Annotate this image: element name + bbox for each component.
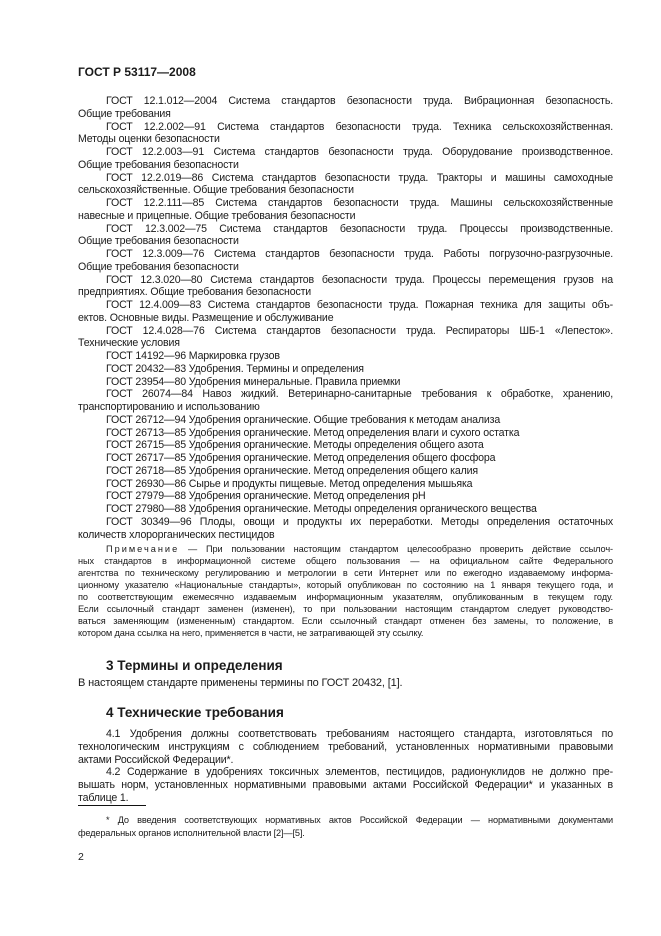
note-line: по соответствующим ежемесячно издаваемым информационным указателям, опубликованным в текущем году. [78, 592, 613, 602]
footnote-line: федеральных органов исполнительной власти [2]—[5]. [78, 828, 305, 838]
footnote-line: * До введения соответствующих нормативных актов Российской Федерации — нормативными документами [106, 815, 613, 825]
reference-line: предприятиях. Общие требования безопасности [78, 286, 312, 299]
section-3-text: В настоящем стандарте применены термины по ГОСТ 20432, [1]. [78, 677, 403, 689]
reference-line: Общие требования безопасности [78, 158, 239, 171]
paragraph-line: вышать норм, установленных нормативными правовыми актами Российской Федерации* и указанных в [78, 779, 613, 791]
note-block [78, 543, 613, 639]
reference-line: ГОСТ 26715—85 Удобрения органические. Методы определения общего азота [106, 439, 484, 452]
reference-line: Общие требования безопасности [78, 235, 239, 248]
footnote-rule [78, 805, 146, 806]
reference-line: ГОСТ 12.1.012—2004 Система стандартов безопасности труда. Вибрационная безопасность. [106, 95, 613, 107]
footnote [78, 814, 613, 840]
note-label: Примечание [106, 544, 180, 554]
note-line: ных стандартов в информационной системе общего пользования — на официальном сайте Федерального [78, 556, 613, 566]
note-line: ционному указателю «Национальные стандарты», который опубликован по состоянию на 1 января текущего года, и [78, 580, 613, 590]
reference-line: ГОСТ 26718—85 Удобрения органические. Метод определения общего калия [106, 464, 478, 477]
page-number: 2 [78, 851, 84, 863]
note-text: — При пользовании настоящим стандартом целесообразно проверить действие ссылоч- [179, 544, 613, 554]
reference-line: Общие требования безопасности [78, 260, 239, 273]
note-line: Если ссылочный стандарт заменен (изменен), то при пользовании настоящим стандартом следует руководство- [78, 604, 613, 614]
reference-line: ГОСТ 30349—96 Плоды, овощи и продукты их переработки. Методы определения остаточных [106, 515, 613, 528]
paragraph-line: технологическим инструкциям с соблюдением требований, установленных нормативными правовыми [78, 740, 613, 753]
section-4-heading: 4 Технические требования [106, 705, 284, 720]
paragraph-line: 4.2 Содержание в удобрениях токсичных элементов, пестицидов, радионуклидов не должно пре- [106, 766, 613, 779]
reference-line: ГОСТ 14192—96 Маркировка грузов [106, 350, 280, 362]
reference-line: навесные и прицепные. Общие требования безопасности [78, 209, 356, 222]
reference-line: Технические условия [78, 337, 180, 350]
normative-references-list [78, 95, 613, 541]
reference-line: ГОСТ 12.3.020—80 Система стандартов безопасности труда. Процессы перемещения грузов на [106, 273, 613, 286]
reference-line: ГОСТ 20432—83 Удобрения. Термины и определения [106, 362, 364, 375]
reference-line: ГОСТ 12.2.003—91 Система стандартов безопасности труда. Оборудование производственное. [106, 146, 613, 158]
note-line: ваться заменяющим (измененным) стандартом. Если ссылочный стандарт отменен без замены, то положение, в [78, 616, 613, 626]
reference-line: ектов. Основные виды. Размещение и обслуживание [78, 311, 334, 324]
note-line: агентства по техническому регулированию и метрологии в сети Интернет или по ежегодно издаваемому информа- [78, 568, 613, 578]
reference-line: ГОСТ 23954—80 Удобрения минеральные. Правила приемки [106, 375, 401, 388]
note-first-line [78, 543, 613, 555]
section-4-body [78, 728, 613, 805]
reference-line: ГОСТ 27980—88 Удобрения органические. Методы определения органического вещества [106, 503, 537, 515]
paragraph-line: актами Российской Федерации*. [78, 753, 234, 766]
reference-line: ГОСТ 26712—94 Удобрения органические. Общие требования к методам анализа [106, 413, 501, 426]
reference-line: ГОСТ 12.3.009—76 Система стандартов безопасности труда. Работы погрузочно-разгрузочные. [106, 248, 613, 260]
reference-line: ГОСТ 12.2.111—85 Система стандартов безопасности труда. Машины сельскохозяйственные [106, 197, 613, 209]
reference-line: Методы оценки безопасности [78, 133, 220, 146]
reference-line: ГОСТ 12.2.002—91 Система стандартов безопасности труда. Техника сельскохозяйственная. [106, 120, 613, 133]
reference-line: ГОСТ 26717—85 Удобрения органические. Метод определения общего фосфора [106, 452, 496, 464]
reference-line: ГОСТ 26930—86 Сырье и продукты пищевые. Метод определения мышьяка [106, 477, 473, 490]
document-header: ГОСТ Р 53117—2008 [78, 65, 196, 79]
reference-line: сельскохозяйственные. Общие требования безопасности [78, 184, 354, 197]
reference-line: Общие требования [78, 107, 171, 120]
paragraph-line: таблице 1. [78, 791, 129, 804]
reference-line: ГОСТ 12.4.009—83 Система стандартов безопасности труда. Пожарная техника для защиты объ- [106, 299, 613, 311]
reference-line: ГОСТ 26074—84 Навоз жидкий. Ветеринарно-санитарные требования к обработке, хранению, [106, 388, 613, 401]
reference-line: количеств хлорорганических пестицидов [78, 528, 275, 541]
reference-line: ГОСТ 12.2.019—86 Система стандартов безопасности труда. Тракторы и машины самоходные [106, 171, 613, 184]
paragraph-line: 4.1 Удобрения должны соответствовать требованиям настоящего стандарта, изготовляться по [106, 728, 613, 740]
reference-line: ГОСТ 26713—85 Удобрения органические. Метод определения влаги и сухого остатка [106, 426, 520, 439]
note-line: котором дана ссылка на него, применяется в части, не затрагивающей эту ссылку. [78, 628, 424, 638]
reference-line: ГОСТ 12.3.002—75 Система стандартов безопасности труда. Процессы производственные. [106, 222, 613, 235]
reference-line: ГОСТ 12.4.028—76 Система стандартов безопасности труда. Респираторы ШБ-1 «Лепесток». [106, 324, 613, 337]
section-3-heading: 3 Термины и определения [106, 658, 283, 673]
reference-line: транспортированию и использованию [78, 401, 260, 413]
reference-line: ГОСТ 27979—88 Удобрения органические. Метод определения pH [106, 490, 426, 503]
